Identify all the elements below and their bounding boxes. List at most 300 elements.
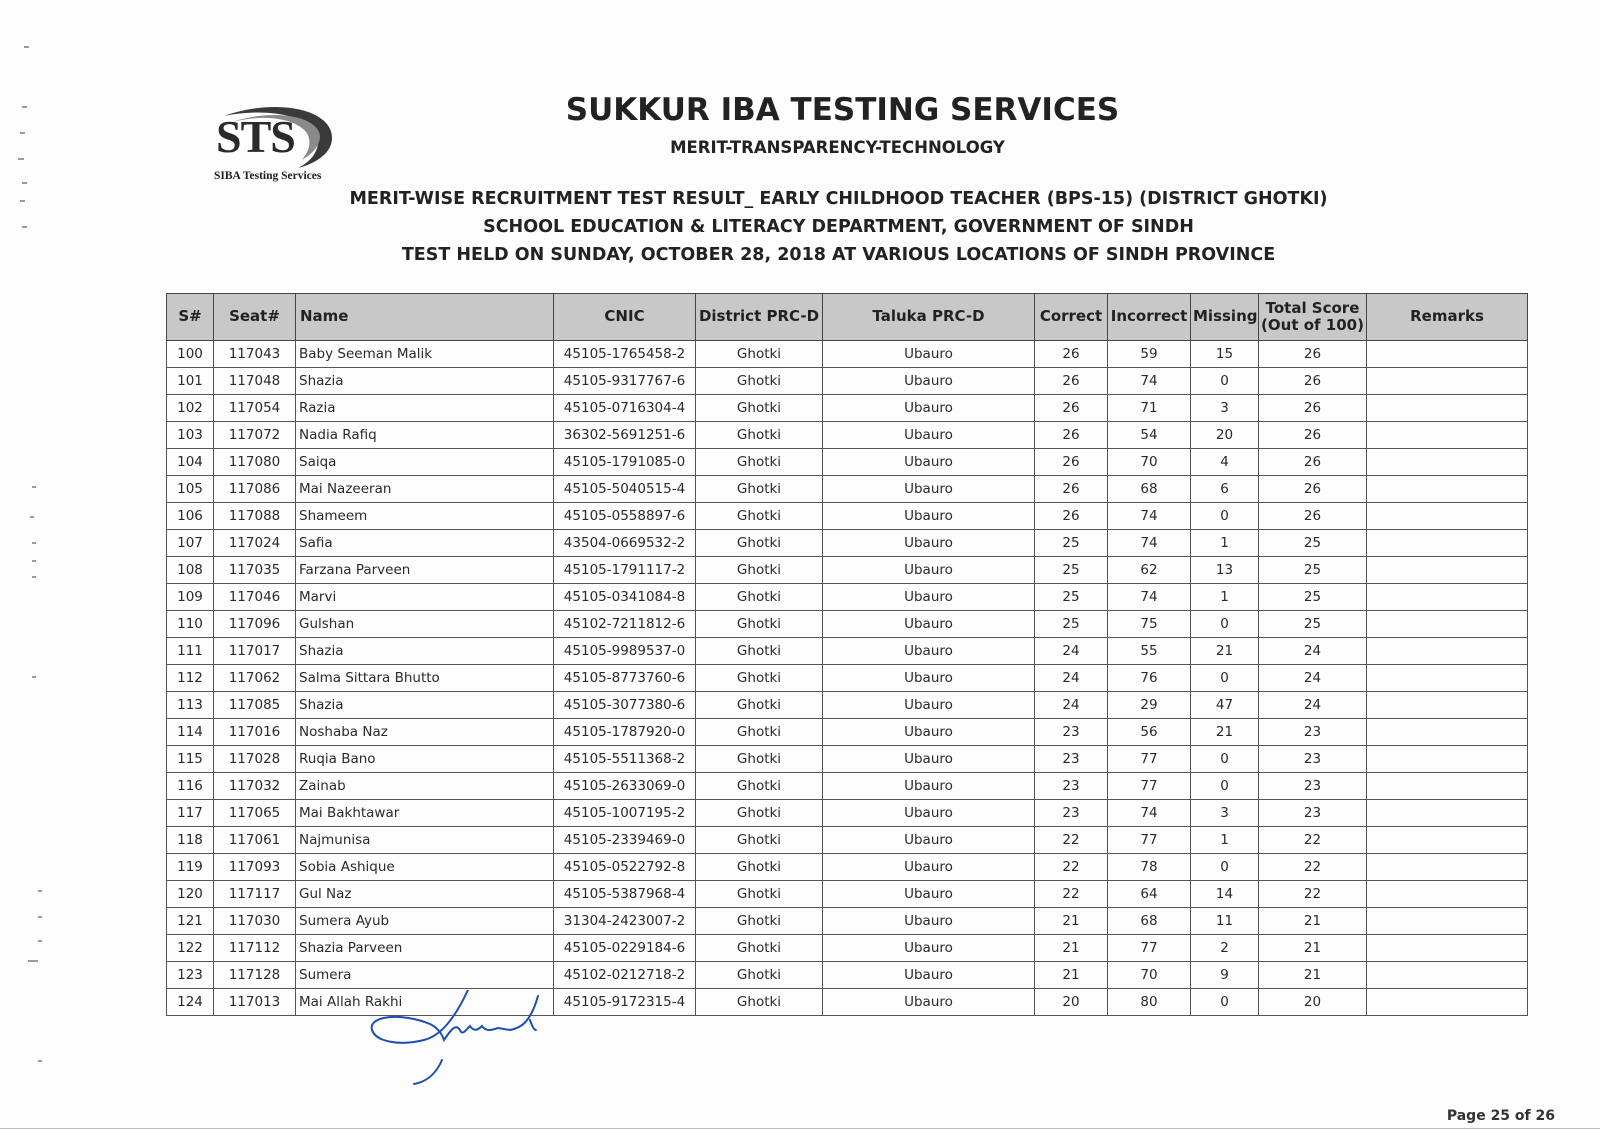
result-heading: MERIT-WISE RECRUITMENT TEST RESULT_ EARLY CHILDHOOD TEACHER (BPS-15) (DISTRICT GHOTKI) <box>349 189 1328 209</box>
table-row <box>167 476 1528 503</box>
cell-district: Ghotki <box>696 935 823 962</box>
cell-total-score: 23 <box>1259 746 1367 773</box>
cell-correct: 22 <box>1035 854 1108 881</box>
cell-name: Sumera <box>296 962 554 989</box>
cell-incorrect: 71 <box>1108 395 1191 422</box>
cell-sno: 118 <box>167 827 214 854</box>
cell-total-score: 20 <box>1259 989 1367 1016</box>
cell-name: Shazia <box>296 638 554 665</box>
cell-taluka: Ubauro <box>823 449 1035 476</box>
cell-correct: 25 <box>1035 584 1108 611</box>
cell-seat: 117061 <box>214 827 296 854</box>
cell-sno: 124 <box>167 989 214 1016</box>
cell-remarks <box>1367 368 1528 395</box>
table-body <box>167 341 1528 1016</box>
table-row <box>167 395 1528 422</box>
cell-correct: 23 <box>1035 773 1108 800</box>
cell-incorrect: 56 <box>1108 719 1191 746</box>
cell-remarks <box>1367 665 1528 692</box>
cell-total-score: 21 <box>1259 935 1367 962</box>
cell-district: Ghotki <box>696 422 823 449</box>
cell-name: Gul Naz <box>296 881 554 908</box>
col-header-sno: S# <box>167 294 214 341</box>
cell-seat: 117088 <box>214 503 296 530</box>
cell-taluka: Ubauro <box>823 557 1035 584</box>
cell-district: Ghotki <box>696 719 823 746</box>
cell-correct: 26 <box>1035 476 1108 503</box>
cell-taluka: Ubauro <box>823 746 1035 773</box>
cell-cnic: 45105-1791117-2 <box>554 557 696 584</box>
cell-sno: 107 <box>167 530 214 557</box>
cell-total-score: 22 <box>1259 881 1367 908</box>
cell-correct: 24 <box>1035 692 1108 719</box>
cell-sno: 112 <box>167 665 214 692</box>
cell-total-score: 25 <box>1259 530 1367 557</box>
cell-cnic: 45102-7211812-6 <box>554 611 696 638</box>
cell-sno: 119 <box>167 854 214 881</box>
cell-missing: 0 <box>1191 989 1259 1016</box>
cell-name: Mai Allah Rakhi <box>296 989 554 1016</box>
table-row <box>167 530 1528 557</box>
cell-sno: 121 <box>167 908 214 935</box>
cell-incorrect: 54 <box>1108 422 1191 449</box>
cell-taluka: Ubauro <box>823 962 1035 989</box>
cell-remarks <box>1367 692 1528 719</box>
cell-missing: 13 <box>1191 557 1259 584</box>
cell-name: Mai Bakhtawar <box>296 800 554 827</box>
logo-mark: STS <box>216 111 295 162</box>
cell-sno: 113 <box>167 692 214 719</box>
cell-correct: 26 <box>1035 395 1108 422</box>
cell-name: Marvi <box>296 584 554 611</box>
table-row <box>167 611 1528 638</box>
cell-incorrect: 77 <box>1108 935 1191 962</box>
cell-cnic: 45105-9317767-6 <box>554 368 696 395</box>
cell-incorrect: 29 <box>1108 692 1191 719</box>
cell-total-score: 26 <box>1259 476 1367 503</box>
cell-remarks <box>1367 341 1528 368</box>
cell-total-score: 23 <box>1259 773 1367 800</box>
cell-cnic: 45105-2633069-0 <box>554 773 696 800</box>
cell-correct: 21 <box>1035 935 1108 962</box>
cell-cnic: 45105-2339469-0 <box>554 827 696 854</box>
col-header-name: Name <box>296 294 554 341</box>
cell-name: Nadia Rafiq <box>296 422 554 449</box>
cell-seat: 117065 <box>214 800 296 827</box>
cell-name: Shazia Parveen <box>296 935 554 962</box>
cell-remarks <box>1367 530 1528 557</box>
cell-cnic: 45105-0341084-8 <box>554 584 696 611</box>
cell-district: Ghotki <box>696 773 823 800</box>
cell-missing: 0 <box>1191 503 1259 530</box>
table-row <box>167 368 1528 395</box>
cell-remarks <box>1367 746 1528 773</box>
cell-remarks <box>1367 395 1528 422</box>
cell-total-score: 24 <box>1259 665 1367 692</box>
cell-remarks <box>1367 638 1528 665</box>
signature-icon <box>370 990 550 1090</box>
cell-total-score: 23 <box>1259 800 1367 827</box>
cell-sno: 102 <box>167 395 214 422</box>
page-number: Page 25 of 26 <box>1446 1108 1555 1124</box>
cell-sno: 111 <box>167 638 214 665</box>
cell-cnic: 45105-1787920-0 <box>554 719 696 746</box>
col-header-district: District PRC-D <box>696 294 823 341</box>
cell-taluka: Ubauro <box>823 665 1035 692</box>
cell-missing: 4 <box>1191 449 1259 476</box>
cell-taluka: Ubauro <box>823 395 1035 422</box>
cell-missing: 0 <box>1191 368 1259 395</box>
cell-total-score: 26 <box>1259 422 1367 449</box>
cell-incorrect: 59 <box>1108 341 1191 368</box>
cell-sno: 109 <box>167 584 214 611</box>
table-row <box>167 341 1528 368</box>
cell-missing: 6 <box>1191 476 1259 503</box>
cell-correct: 25 <box>1035 530 1108 557</box>
cell-sno: 104 <box>167 449 214 476</box>
cell-missing: 1 <box>1191 827 1259 854</box>
cell-remarks <box>1367 449 1528 476</box>
cell-seat: 117030 <box>214 908 296 935</box>
cell-seat: 117017 <box>214 638 296 665</box>
cell-missing: 1 <box>1191 584 1259 611</box>
cell-seat: 117043 <box>214 341 296 368</box>
cell-cnic: 45105-0229184-6 <box>554 935 696 962</box>
col-header-seat: Seat# <box>214 294 296 341</box>
cell-cnic: 45105-9989537-0 <box>554 638 696 665</box>
department-heading: SCHOOL EDUCATION & LITERACY DEPARTMENT, GOVERNMENT OF SINDH <box>483 217 1194 237</box>
cell-incorrect: 77 <box>1108 827 1191 854</box>
cell-name: Ruqia Bano <box>296 746 554 773</box>
cell-name: Salma Sittara Bhutto <box>296 665 554 692</box>
col-header-taluka: Taluka PRC-D <box>823 294 1035 341</box>
cell-taluka: Ubauro <box>823 611 1035 638</box>
cell-cnic: 45105-3077380-6 <box>554 692 696 719</box>
page-title: SUKKUR IBA TESTING SERVICES <box>565 92 1120 128</box>
cell-cnic: 45105-0522792-8 <box>554 854 696 881</box>
cell-name: Shameem <box>296 503 554 530</box>
cell-remarks <box>1367 611 1528 638</box>
cell-district: Ghotki <box>696 530 823 557</box>
cell-missing: 3 <box>1191 395 1259 422</box>
cell-taluka: Ubauro <box>823 368 1035 395</box>
cell-district: Ghotki <box>696 557 823 584</box>
table-row <box>167 773 1528 800</box>
cell-missing: 21 <box>1191 719 1259 746</box>
cell-remarks <box>1367 854 1528 881</box>
cell-total-score: 26 <box>1259 368 1367 395</box>
cell-district: Ghotki <box>696 449 823 476</box>
cell-correct: 23 <box>1035 746 1108 773</box>
cell-sno: 115 <box>167 746 214 773</box>
cell-cnic: 45105-5511368-2 <box>554 746 696 773</box>
cell-seat: 117016 <box>214 719 296 746</box>
cell-name: Farzana Parveen <box>296 557 554 584</box>
cell-incorrect: 77 <box>1108 746 1191 773</box>
cell-taluka: Ubauro <box>823 800 1035 827</box>
cell-taluka: Ubauro <box>823 341 1035 368</box>
cell-total-score: 21 <box>1259 962 1367 989</box>
cell-seat: 117128 <box>214 962 296 989</box>
cell-district: Ghotki <box>696 611 823 638</box>
cell-name: Sobia Ashique <box>296 854 554 881</box>
cell-seat: 117035 <box>214 557 296 584</box>
cell-incorrect: 70 <box>1108 962 1191 989</box>
cell-total-score: 22 <box>1259 854 1367 881</box>
table-row <box>167 638 1528 665</box>
cell-correct: 26 <box>1035 422 1108 449</box>
cell-district: Ghotki <box>696 962 823 989</box>
cell-remarks <box>1367 476 1528 503</box>
cell-seat: 117013 <box>214 989 296 1016</box>
cell-sno: 117 <box>167 800 214 827</box>
cell-sno: 100 <box>167 341 214 368</box>
cell-cnic: 45102-0212718-2 <box>554 962 696 989</box>
cell-remarks <box>1367 773 1528 800</box>
cell-total-score: 26 <box>1259 395 1367 422</box>
cell-correct: 24 <box>1035 665 1108 692</box>
cell-remarks <box>1367 881 1528 908</box>
cell-name: Safia <box>296 530 554 557</box>
cell-incorrect: 64 <box>1108 881 1191 908</box>
cell-taluka: Ubauro <box>823 881 1035 908</box>
cell-sno: 108 <box>167 557 214 584</box>
cell-missing: 0 <box>1191 773 1259 800</box>
cell-total-score: 21 <box>1259 908 1367 935</box>
cell-total-score: 26 <box>1259 449 1367 476</box>
table-row <box>167 962 1528 989</box>
cell-seat: 117054 <box>214 395 296 422</box>
cell-correct: 22 <box>1035 827 1108 854</box>
table-row <box>167 746 1528 773</box>
cell-remarks <box>1367 800 1528 827</box>
cell-incorrect: 74 <box>1108 503 1191 530</box>
cell-sno: 105 <box>167 476 214 503</box>
cell-district: Ghotki <box>696 476 823 503</box>
cell-missing: 11 <box>1191 908 1259 935</box>
cell-sno: 123 <box>167 962 214 989</box>
cell-seat: 117096 <box>214 611 296 638</box>
cell-district: Ghotki <box>696 800 823 827</box>
cell-correct: 22 <box>1035 881 1108 908</box>
cell-cnic: 45105-9172315-4 <box>554 989 696 1016</box>
cell-total-score: 25 <box>1259 557 1367 584</box>
logo-subtitle: SIBA Testing Services <box>214 170 322 182</box>
table-header-row <box>167 294 1528 341</box>
scan-marks <box>18 0 58 1132</box>
cell-missing: 21 <box>1191 638 1259 665</box>
cell-sno: 122 <box>167 935 214 962</box>
cell-remarks <box>1367 908 1528 935</box>
cell-total-score: 23 <box>1259 719 1367 746</box>
cell-district: Ghotki <box>696 584 823 611</box>
col-header-remarks: Remarks <box>1367 294 1528 341</box>
cell-district: Ghotki <box>696 854 823 881</box>
cell-total-score: 26 <box>1259 503 1367 530</box>
table-row <box>167 881 1528 908</box>
cell-district: Ghotki <box>696 692 823 719</box>
cell-taluka: Ubauro <box>823 692 1035 719</box>
cell-correct: 23 <box>1035 800 1108 827</box>
cell-correct: 25 <box>1035 611 1108 638</box>
cell-correct: 26 <box>1035 368 1108 395</box>
test-date-heading: TEST HELD ON SUNDAY, OCTOBER 28, 2018 AT VARIOUS LOCATIONS OF SINDH PROVINCE <box>401 245 1276 265</box>
cell-name: Sumera Ayub <box>296 908 554 935</box>
cell-remarks <box>1367 962 1528 989</box>
cell-taluka: Ubauro <box>823 719 1035 746</box>
cell-missing: 0 <box>1191 611 1259 638</box>
cell-cnic: 43504-0669532-2 <box>554 530 696 557</box>
col-header-incorrect: Incorrect <box>1108 294 1191 341</box>
cell-district: Ghotki <box>696 908 823 935</box>
cell-district: Ghotki <box>696 341 823 368</box>
table-row <box>167 827 1528 854</box>
cell-correct: 26 <box>1035 341 1108 368</box>
cell-remarks <box>1367 584 1528 611</box>
cell-correct: 25 <box>1035 557 1108 584</box>
cell-district: Ghotki <box>696 827 823 854</box>
cell-seat: 117028 <box>214 746 296 773</box>
cell-cnic: 36302-5691251-6 <box>554 422 696 449</box>
cell-taluka: Ubauro <box>823 476 1035 503</box>
cell-cnic: 45105-1791085-0 <box>554 449 696 476</box>
cell-name: Baby Seeman Malik <box>296 341 554 368</box>
cell-missing: 1 <box>1191 530 1259 557</box>
cell-district: Ghotki <box>696 503 823 530</box>
cell-cnic: 45105-0716304-4 <box>554 395 696 422</box>
cell-seat: 117046 <box>214 584 296 611</box>
cell-seat: 117085 <box>214 692 296 719</box>
table-row <box>167 557 1528 584</box>
cell-sno: 120 <box>167 881 214 908</box>
cell-seat: 117048 <box>214 368 296 395</box>
cell-district: Ghotki <box>696 989 823 1016</box>
cell-missing: 14 <box>1191 881 1259 908</box>
cell-taluka: Ubauro <box>823 530 1035 557</box>
cell-taluka: Ubauro <box>823 935 1035 962</box>
cell-name: Gulshan <box>296 611 554 638</box>
cell-total-score: 26 <box>1259 341 1367 368</box>
result-table <box>166 293 1528 1016</box>
cell-total-score: 24 <box>1259 692 1367 719</box>
cell-sno: 103 <box>167 422 214 449</box>
cell-name: Shazia <box>296 368 554 395</box>
cell-name: Najmunisa <box>296 827 554 854</box>
cell-total-score: 22 <box>1259 827 1367 854</box>
cell-cnic: 45105-1765458-2 <box>554 341 696 368</box>
cell-incorrect: 68 <box>1108 908 1191 935</box>
table-row <box>167 422 1528 449</box>
cell-missing: 20 <box>1191 422 1259 449</box>
cell-district: Ghotki <box>696 746 823 773</box>
cell-taluka: Ubauro <box>823 908 1035 935</box>
cell-missing: 47 <box>1191 692 1259 719</box>
cell-incorrect: 68 <box>1108 476 1191 503</box>
cell-correct: 21 <box>1035 908 1108 935</box>
cell-missing: 2 <box>1191 935 1259 962</box>
cell-missing: 9 <box>1191 962 1259 989</box>
table-row <box>167 908 1528 935</box>
cell-correct: 21 <box>1035 962 1108 989</box>
cell-incorrect: 77 <box>1108 773 1191 800</box>
cell-sno: 106 <box>167 503 214 530</box>
cell-seat: 117032 <box>214 773 296 800</box>
cell-correct: 20 <box>1035 989 1108 1016</box>
cell-name: Shazia <box>296 692 554 719</box>
cell-correct: 26 <box>1035 503 1108 530</box>
cell-cnic: 31304-2423007-2 <box>554 908 696 935</box>
cell-incorrect: 55 <box>1108 638 1191 665</box>
cell-taluka: Ubauro <box>823 503 1035 530</box>
cell-incorrect: 70 <box>1108 449 1191 476</box>
cell-remarks <box>1367 422 1528 449</box>
cell-total-score: 24 <box>1259 638 1367 665</box>
cell-remarks <box>1367 827 1528 854</box>
col-header-correct: Correct <box>1035 294 1108 341</box>
cell-district: Ghotki <box>696 881 823 908</box>
cell-seat: 117117 <box>214 881 296 908</box>
cell-seat: 117080 <box>214 449 296 476</box>
table-row <box>167 584 1528 611</box>
cell-taluka: Ubauro <box>823 827 1035 854</box>
cell-seat: 117024 <box>214 530 296 557</box>
cell-missing: 0 <box>1191 665 1259 692</box>
cell-incorrect: 76 <box>1108 665 1191 692</box>
cell-remarks <box>1367 719 1528 746</box>
cell-remarks <box>1367 557 1528 584</box>
table-row <box>167 854 1528 881</box>
cell-cnic: 45105-5040515-4 <box>554 476 696 503</box>
col-header-total-score: Total Score (Out of 100) <box>1259 294 1367 341</box>
cell-missing: 15 <box>1191 341 1259 368</box>
cell-taluka: Ubauro <box>823 638 1035 665</box>
cell-district: Ghotki <box>696 665 823 692</box>
cell-missing: 0 <box>1191 746 1259 773</box>
cell-correct: 24 <box>1035 638 1108 665</box>
cell-seat: 117093 <box>214 854 296 881</box>
cell-district: Ghotki <box>696 395 823 422</box>
cell-district: Ghotki <box>696 638 823 665</box>
cell-incorrect: 74 <box>1108 584 1191 611</box>
table-row <box>167 665 1528 692</box>
cell-remarks <box>1367 989 1528 1016</box>
cell-incorrect: 75 <box>1108 611 1191 638</box>
page-edge <box>0 1128 1600 1129</box>
table-row <box>167 503 1528 530</box>
cell-cnic: 45105-8773760-6 <box>554 665 696 692</box>
cell-incorrect: 62 <box>1108 557 1191 584</box>
cell-incorrect: 74 <box>1108 530 1191 557</box>
table-row <box>167 692 1528 719</box>
cell-correct: 26 <box>1035 449 1108 476</box>
cell-seat: 117062 <box>214 665 296 692</box>
col-header-cnic: CNIC <box>554 294 696 341</box>
cell-taluka: Ubauro <box>823 584 1035 611</box>
cell-incorrect: 80 <box>1108 989 1191 1016</box>
cell-seat: 117086 <box>214 476 296 503</box>
table-row <box>167 935 1528 962</box>
cell-district: Ghotki <box>696 368 823 395</box>
cell-taluka: Ubauro <box>823 773 1035 800</box>
col-header-missing: Missing <box>1191 294 1259 341</box>
table-row <box>167 719 1528 746</box>
cell-remarks <box>1367 935 1528 962</box>
cell-total-score: 25 <box>1259 584 1367 611</box>
cell-sno: 114 <box>167 719 214 746</box>
cell-name: Noshaba Naz <box>296 719 554 746</box>
cell-total-score: 25 <box>1259 611 1367 638</box>
cell-name: Razia <box>296 395 554 422</box>
